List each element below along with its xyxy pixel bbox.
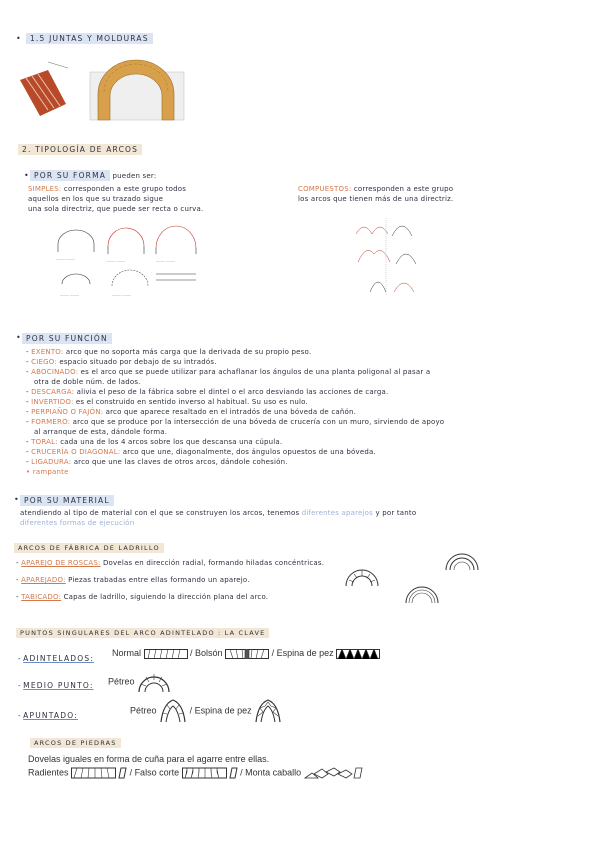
funcion-label: FORMERO: <box>31 418 71 426</box>
ladrillo-label: TABICADO: <box>21 593 62 601</box>
funcion-text: arco que aparece resaltado en el intradós de una bóveda de cañón. <box>103 408 357 416</box>
funcion-label: CRUCERÍA O DIAGONAL: <box>31 448 121 456</box>
funcion-item: - EXENTO: arco que no soporta más carga que la derivada de su propio peso. <box>26 348 312 356</box>
funcion-item: - PERPIAÑO O FAJÓN: arco que aparece resaltado en el intradós de una bóveda de cañón. <box>26 408 357 416</box>
forma-heading <box>30 171 156 181</box>
funcion-text: es el construido en sentido inverso al habitual. Su uso es nulo. <box>73 398 308 406</box>
monta-caballo-icon <box>304 767 364 779</box>
forma-heading-suffix: pueden ser: <box>112 172 157 180</box>
ladrillo-label: APAREJADO: <box>21 576 66 584</box>
svg-text:——— ———: ——— ——— <box>56 257 75 261</box>
option-petreo-apuntado: Pétreo <box>130 705 157 716</box>
funcion-item: - CRUCERÍA O DIAGONAL: arco que une, diagonalmente, dos ángulos opuestos de una bóveda. <box>26 448 376 456</box>
simples-text-3: una sola directriz, que puede ser recta o curva. <box>28 205 204 213</box>
radientes-icon <box>71 767 127 779</box>
material-text-b: diferentes aparejos <box>301 509 374 517</box>
ladrillo-item-aparejado: - APAREJADO: Piezas trabadas entre ellas formando un aparejo. <box>16 576 250 584</box>
funcion-item: - FORMERO: arco que se produce por la intersección de una bóveda de crucería con un muro, sirviendo de apoyo <box>26 418 445 426</box>
adintelados-row: - ADINTELADOS: <box>18 654 95 663</box>
arch-sketch <box>90 60 184 120</box>
piedras-heading: ARCOS DE PIEDRAS <box>30 738 121 748</box>
adintelados-options <box>112 648 380 659</box>
funcion-text: rampante <box>32 468 69 476</box>
funcion-text: alivia el peso de la fábrica sobre el dintel o el arco desviando las acciones de carga. <box>74 388 389 396</box>
adintelados-label: ADINTELADOS: <box>23 654 95 663</box>
funcion-text: arco que no soporta más carga que la derivada de su propio peso. <box>63 348 312 356</box>
ladrillo-heading: ARCOS DE FÁBRICA DE LADRILLO <box>14 543 164 553</box>
compound-arches-illustration <box>350 214 430 298</box>
funcion-label: INVERTIDO: <box>31 398 74 406</box>
material-heading: POR SU MATERIAL <box>20 495 114 506</box>
simples-text-1: corresponden a este grupo todos <box>61 185 187 193</box>
option-petreo: Pétreo <box>108 676 135 687</box>
funcion-label: EXENTO: <box>31 348 64 356</box>
adintelado-heading: PUNTOS SINGULARES DEL ARCO ADINTELADO : LA CLAVE <box>16 628 269 638</box>
funcion-text: al arranque de esta, dándole forma. <box>34 428 168 436</box>
simples-text-2: aquellos en los que su trazado sigue <box>28 195 164 203</box>
forma-heading-label: POR SU FORMA <box>30 170 110 181</box>
funcion-text: otra de doble núm. de lados. <box>34 378 141 386</box>
funcion-text: arco que une las claves de otros arcos, dándole cohesión. <box>71 458 288 466</box>
bullet: • <box>14 495 19 504</box>
apuntado-arch-icon <box>159 698 187 724</box>
funcion-label: DESCARGA: <box>31 388 75 396</box>
svg-text:——— ———: ——— ——— <box>156 259 175 263</box>
apuntado-options <box>130 698 282 724</box>
piedras-options <box>28 767 364 779</box>
option-normal: Normal <box>112 648 142 658</box>
medio-punto-options <box>108 670 171 694</box>
funcion-text: arco que une, diagonalmente, dos ángulos opuestos de una bóveda. <box>120 448 376 456</box>
bullet: • <box>16 333 21 342</box>
funcion-item <box>26 377 596 387</box>
section-title-juntas: 1.5 JUNTAS Y MOLDURAS <box>26 33 153 44</box>
tabicado-arch-icon <box>404 585 440 605</box>
medio-punto-arch-icon <box>137 670 171 694</box>
falso-corte-icon <box>182 767 238 779</box>
funcion-label: ABOCINADO: <box>31 368 79 376</box>
funcion-text: es el arco que se puede utilizar para achaflanar los ángulos de una planta poligonal al pasar a <box>78 368 431 376</box>
funcion-item: - LIGADURA: arco que une las claves de otros arcos, dándole cohesión. <box>26 458 288 466</box>
juntas-illustration <box>18 52 188 122</box>
funcion-text: cada una de los 4 arcos sobre los que descansa una cúpula. <box>57 438 283 446</box>
material-text-c: y por tanto <box>373 509 417 517</box>
option-espina: / Espina de pez <box>271 648 334 658</box>
simple-arches-illustration <box>52 222 202 300</box>
compuestos-text-1: corresponden a este grupo <box>351 185 454 193</box>
funcion-item: - TORAL: cada una de los 4 arcos sobre los que descansa una cúpula. <box>26 438 283 446</box>
ladrillo-item-tabicado: - TABICADO: Capas de ladrillo, siguiendo la dirección plana del arco. <box>16 593 269 601</box>
bolson-lintel-icon <box>225 649 269 659</box>
funcion-label: PERPIAÑO O FAJÓN: <box>31 408 104 416</box>
apuntado-row: - APUNTADO: <box>18 711 78 720</box>
material-text-2: diferentes formas de ejecución <box>20 519 135 527</box>
funcion-text: arco que se produce por la intersección de una bóveda de crucería con un muro, sirviendo de apoyo <box>70 418 445 426</box>
compuestos-text-2: los arcos que tienen más de una directriz. <box>298 195 454 203</box>
molding-sketch <box>20 62 68 116</box>
funcion-item: - ABOCINADO: es el arco que se puede utilizar para achaflanar los ángulos de una planta poligonal al pasar a <box>26 368 431 376</box>
simples-block <box>28 184 288 214</box>
funcion-item: • rampante <box>26 468 69 476</box>
ladrillo-text: Piezas trabadas entre ellas formando un aparejo. <box>65 576 250 584</box>
svg-text:——— ———: ——— ——— <box>60 293 79 297</box>
option-espina-apuntado: / Espina de pez <box>189 705 252 716</box>
ladrillo-label: APAREJO DE ROSCAS: <box>21 559 101 567</box>
aparejado-arch-icon <box>344 568 380 588</box>
ladrillo-text: Capas de ladrillo, siguiendo la dirección plana del arco. <box>61 593 269 601</box>
option-radientes: Radientes <box>28 767 69 778</box>
funcion-label: CIEGO: <box>31 358 57 366</box>
funcion-item: - INVERTIDO: es el construido en sentido inverso al habitual. Su uso es nulo. <box>26 398 308 406</box>
bullet: • <box>16 34 21 43</box>
simples-label: SIMPLES: <box>28 185 62 193</box>
apuntado-espina-icon <box>254 698 282 724</box>
funcion-item <box>26 427 596 437</box>
material-text-a: atendiendo al tipo de material con el que se construyen los arcos, tenemos <box>20 509 302 517</box>
piedras-description: Dovelas iguales en forma de cuña para el agarre entre ellas. <box>28 754 270 764</box>
option-falso-corte: / Falso corte <box>129 767 180 778</box>
ladrillo-item-roscas: - APAREJO DE ROSCAS: Dovelas en dirección radial, formando hiladas concéntricas. <box>16 559 325 567</box>
medio-punto-label: MEDIO PUNTO: <box>23 681 94 690</box>
compuestos-block <box>298 184 538 204</box>
option-bolson: / Bolsón <box>190 648 223 658</box>
funcion-label: TORAL: <box>31 438 58 446</box>
svg-text:——— ———: ——— ——— <box>106 259 125 263</box>
ladrillo-text: Dovelas en dirección radial, formando hiladas concéntricas. <box>100 559 325 567</box>
medio-punto-row: - MEDIO PUNTO: <box>18 681 94 690</box>
material-text <box>20 508 595 528</box>
svg-text:——— ———: ——— ——— <box>112 293 131 297</box>
funcion-heading: POR SU FUNCIÓN <box>22 333 112 344</box>
funcion-list <box>26 347 596 477</box>
funcion-label: LIGADURA: <box>31 458 72 466</box>
bullet: • <box>24 171 29 180</box>
funcion-item: - DESCARGA: alivia el peso de la fábrica sobre el dintel o el arco desviando las acciones de carga. <box>26 388 389 396</box>
espina-lintel-icon <box>336 649 380 659</box>
section-title-tipologia: 2. TIPOLOGÍA DE ARCOS <box>18 144 142 155</box>
compuestos-label: COMPUESTOS: <box>298 185 352 193</box>
funcion-item: - CIEGO: espacio situado por debajo de su intradós. <box>26 358 217 366</box>
roscas-arch-icon <box>444 552 480 572</box>
normal-lintel-icon <box>144 649 188 659</box>
option-monta-caballo: / Monta caballo <box>240 767 302 778</box>
apuntado-label: APUNTADO: <box>23 711 78 720</box>
funcion-text: espacio situado por debajo de su intradós. <box>56 358 217 366</box>
